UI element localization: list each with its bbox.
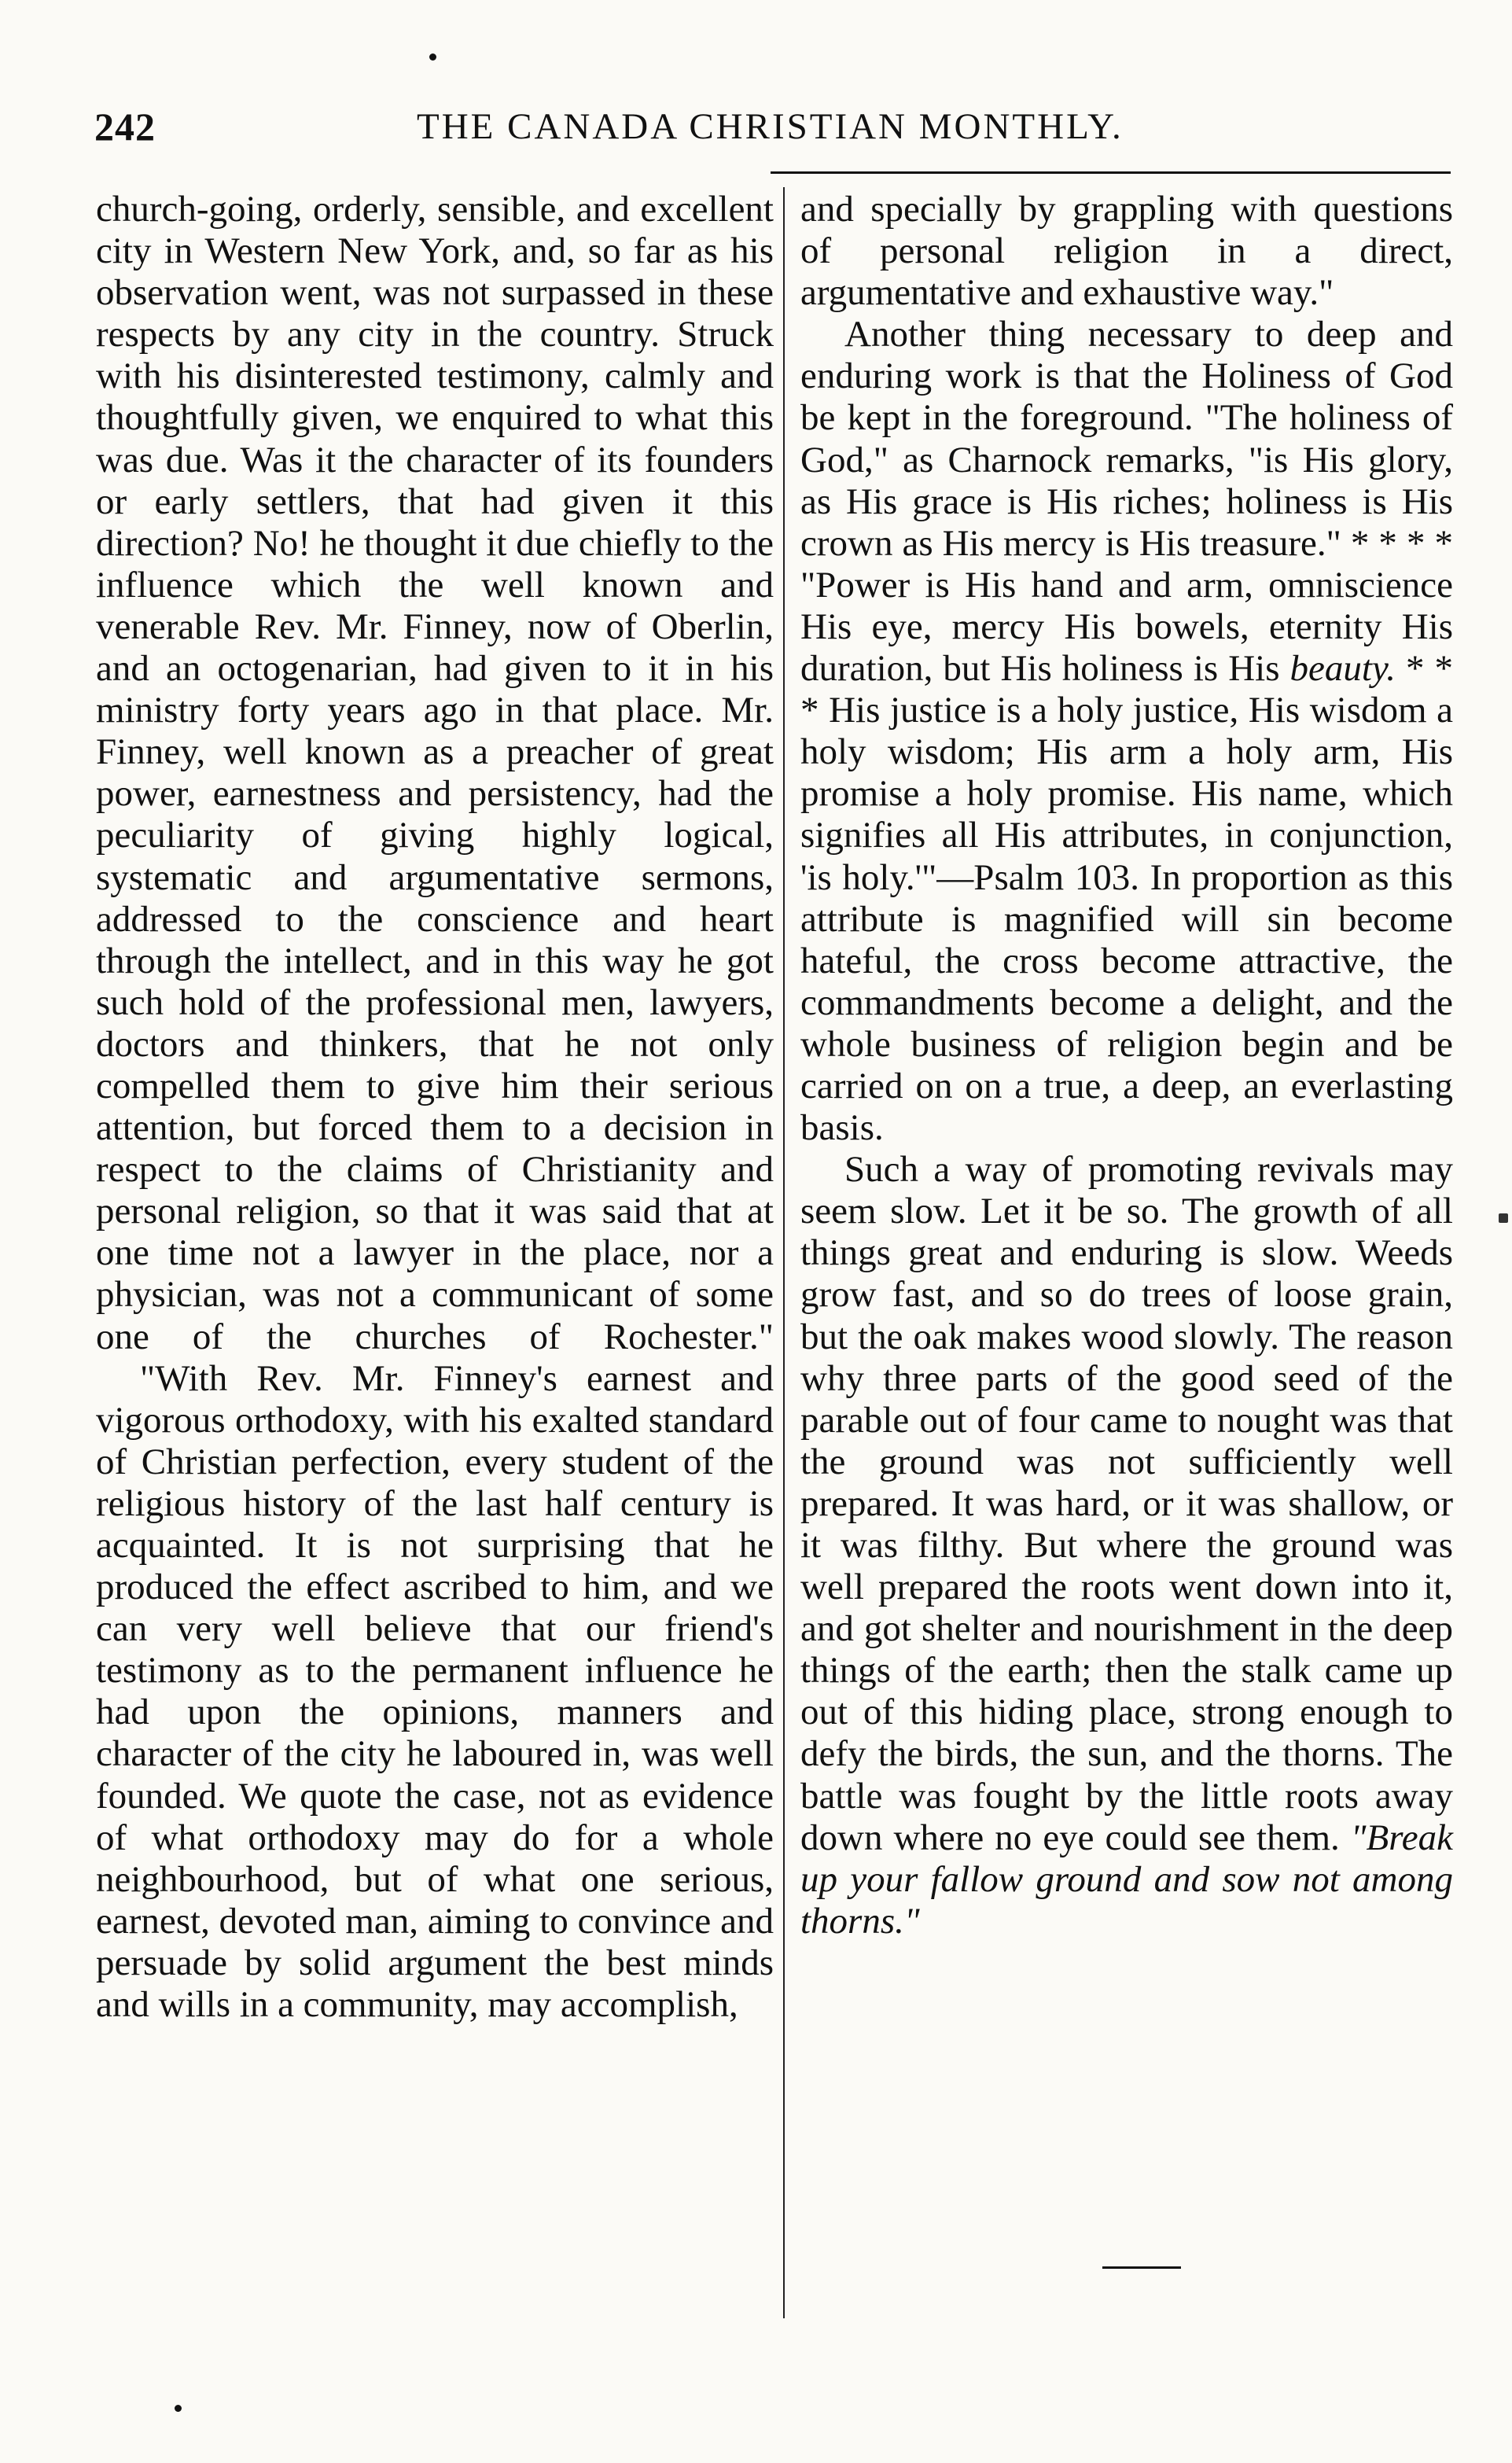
left-column (96, 189, 774, 2026)
right-paragraph-1 (800, 189, 1453, 314)
running-title: THE CANADA CHRISTIAN MONTHLY. (417, 106, 1124, 147)
column-divider (783, 187, 785, 2318)
print-speck-bottom (175, 2405, 182, 2412)
left-paragraph-1: church-going, orderly, sensible, and excellent city in Western New York, and, so far as his observation went, was not surpassed in these respects by any city in the country. Struck with his disinterested testimony, calmly and thoughtfully given, we enquired to what this was due. Was it the character of its founders or early settlers, that had given it this direction? No! he thought it due chiefly to the influence which the well known and venerable Rev. Mr. Finney, now of Oberlin, and an octogenarian, had given to it in his ministry forty years ago in that place. Mr. Finney, well known as a preacher of great power, earnestness and persistency, had the peculiarity of giving highly logical, systematic and argumentative sermons, addressed to the conscience and heart through the intellect, and in this way he got such hold of the professional men, lawyers, doctors and thinkers, that he not only compelled them to give him their serious attention, but forced them to a decision in respect to the claims of Christianity and personal religion, so that it was said that at one time not a lawyer in the place, nor a physician, was not a communicant of some one of the churches of Rochester." (96, 189, 774, 1357)
beauty-italic: beauty. (1289, 648, 1396, 690)
right-paragraph-2 (800, 314, 1453, 1149)
page-header (94, 104, 1447, 167)
holiness-text-b: * * * His justice is a holy justice, His wisdom a holy wisdom; His arm a holy arm, His promise a holy promise. His name, which signifies all His attributes, in conjunction, 'is holy.'"—Psalm 103. In proportion as this attribute is magnified will sin become hateful, the cross become attractive, the commandments become a delight, and the whole business of religion begin and be carried on on a true, a deep, an everlasting basis. (800, 648, 1453, 1149)
header-rule (771, 171, 1451, 174)
section-end-rule (1102, 2266, 1181, 2269)
left-paragraph-2: "With Rev. Mr. Finney's earnest and vigorous orthodoxy, with his exalted standard of Christian perfection, every student of the religious history of the last half century is acquainted. It is not surprising that he produced the effect ascribed to him, and we can very well believe that our friend's testimony as to the permanent influence he had upon the opinions, manners and character of the city he laboured in, was well founded. We quote the case, not as evidence of what orthodoxy may do for a whole neighbourhood, but of what one serious, earnest, devoted man, aiming to convince and persuade by solid argument the best minds and wills in a community, may accomplish, (96, 1357, 774, 2026)
revivals-text: Such a way of promoting revivals may seem slow. Let it be so. The growth of all things great and enduring is slow. Weeds grow fast, and so do trees of loose grain, but the oak makes wood slowly. The reason why three parts of the good seed of the parable out of four came to nought was that the ground was not sufficiently well prepared. It was hard, or it was shallow, or it was filthy. But where the ground was well prepared the roots went down into it, and got shelter and nourishment in the deep things of the earth; then the stalk came up out of this hiding place, strong enough to defy the birds, the sun, and the thorns. The battle was fought by the little roots away down where no eye could see them. (800, 1149, 1453, 1858)
right-paragraph-3 (800, 1149, 1453, 1942)
print-speck-top (429, 53, 436, 61)
page-number: 242 (94, 105, 156, 149)
edge-mark (1499, 1213, 1508, 1223)
right-column (800, 189, 1453, 1942)
closing-quote-italic: "Break up your fallow ground and sow not among thorns." (800, 1817, 1454, 1942)
holiness-text-a: Another thing necessary to deep and enduring work is that the Holiness of God be kept in the foreground. "The holiness of God," as Charnock remarks, "is His glory, as His grace is His riches; holiness is His crown as His mercy is His treasure." * * * * "Power is His hand and arm, omniscience His eye, mercy His bowels, eternity His duration, but His holiness is His (800, 314, 1453, 690)
right-paragraph-1-text: and specially by grappling with questions of personal religion in a direct, argumentative and exhaustive way." (800, 189, 1453, 314)
